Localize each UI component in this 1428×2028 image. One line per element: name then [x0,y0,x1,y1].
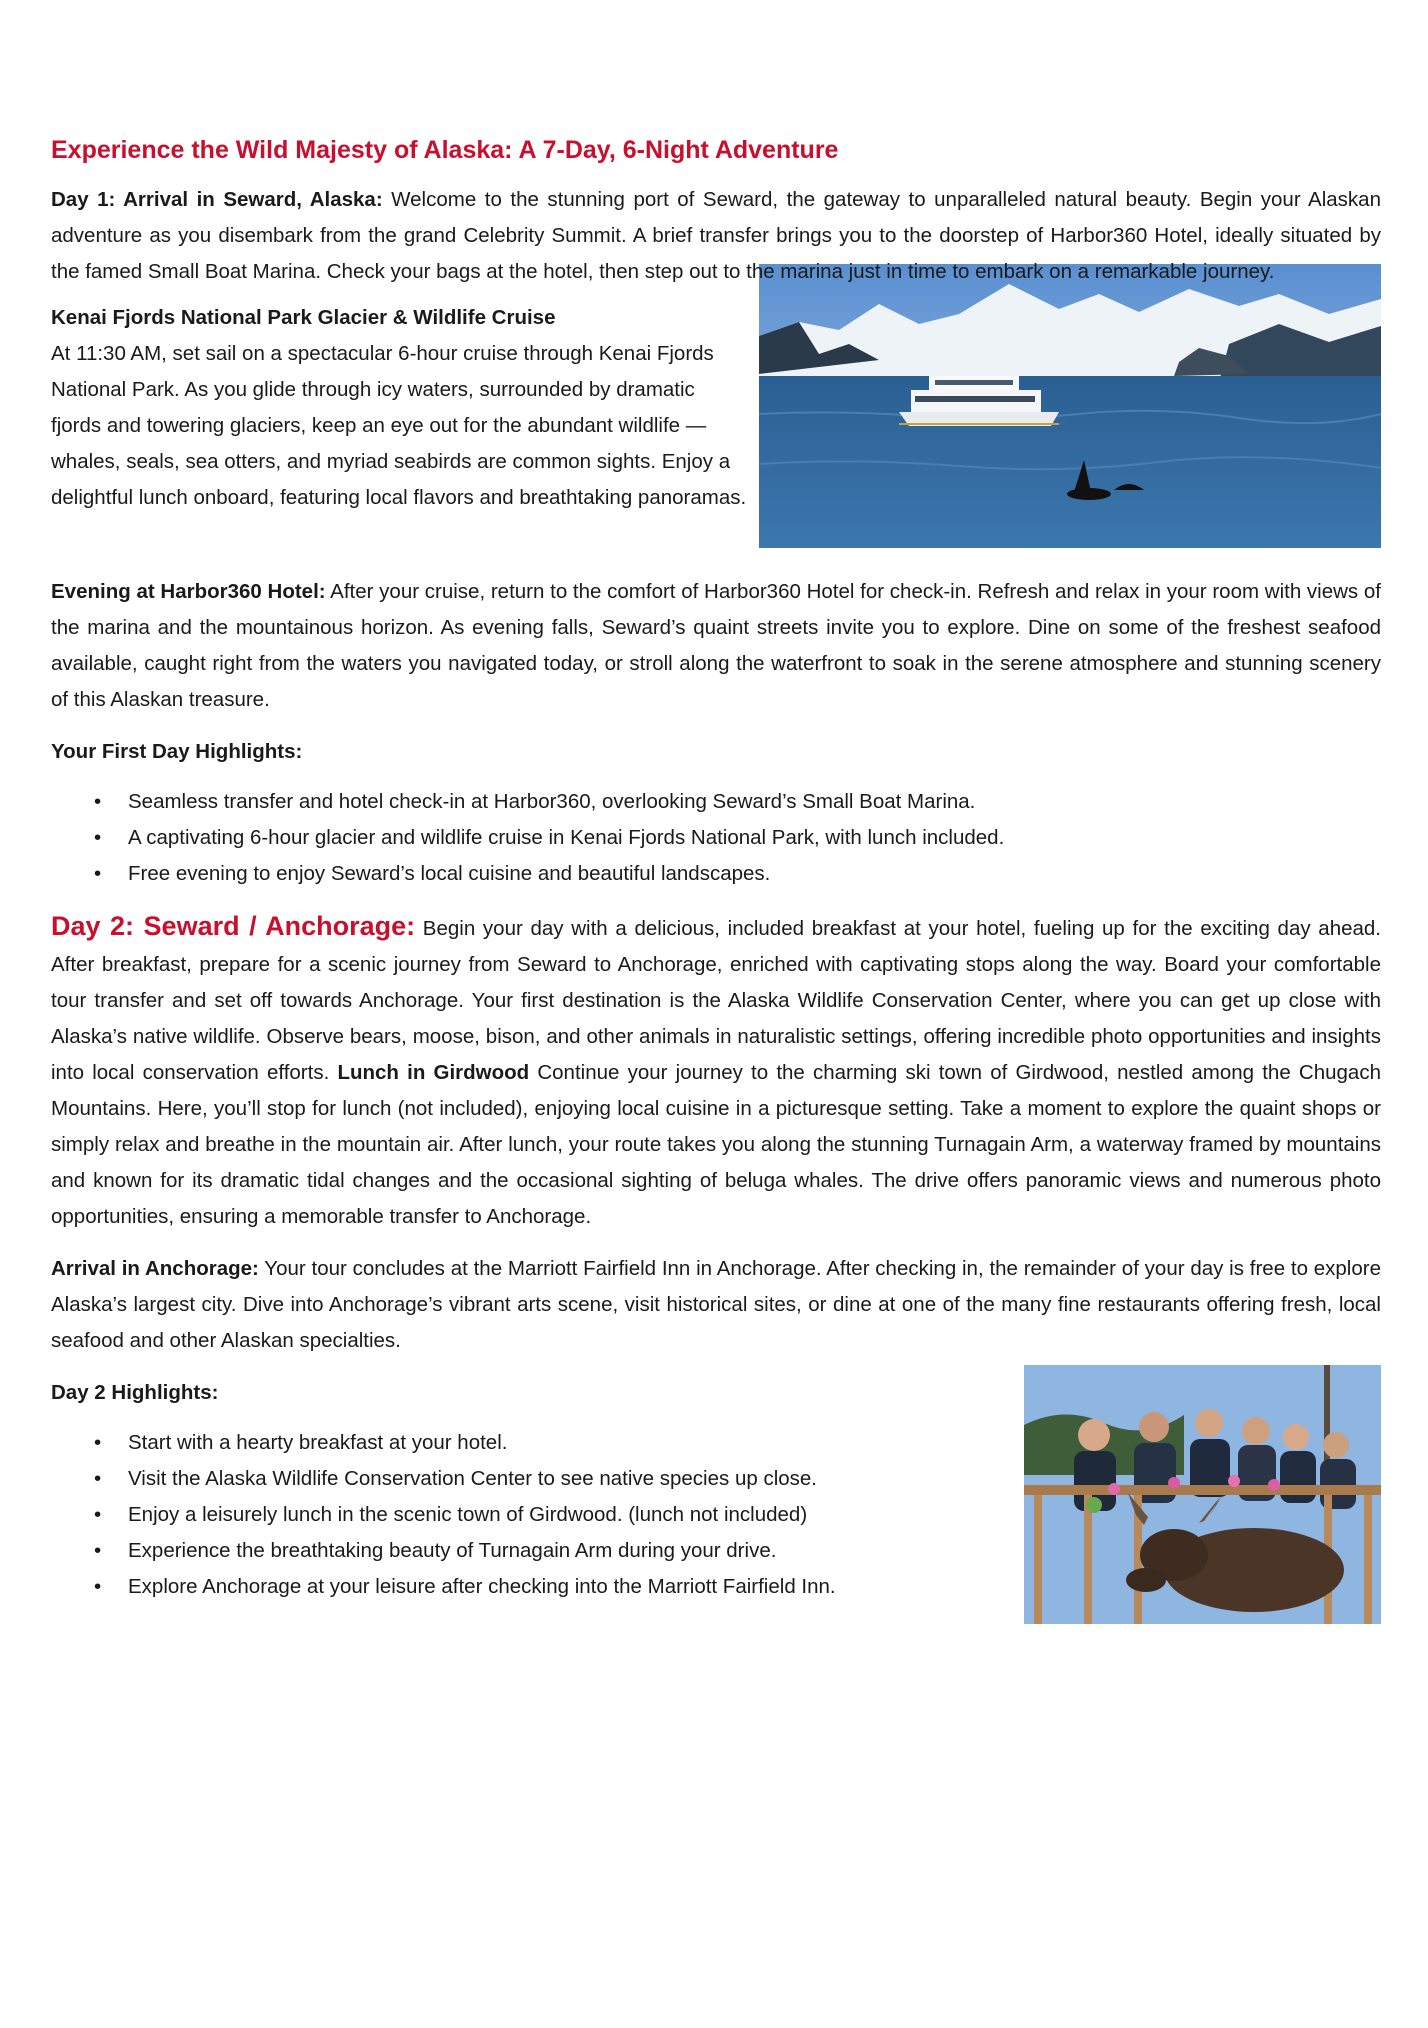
day1-intro-text: Welcome to the stunning port of Seward, the gateway to unparalleled natural beauty. Begin your Alaskan adventure as you disembark from the grand Celebrity Summit. A brief transfer brings you to the doorstep of Harbor360 Hotel, ideally situated by the famed Small Boat Marina. Check your bags at the hotel, then step out to the marina just in time to embark on a remarkable journey. [51,188,1381,283]
day2-lead: Day 2: Seward / Anchorage: [51,911,416,941]
cruise-section [51,300,1381,558]
list-item: • Free evening to enjoy Seward’s local cuisine and beautiful landscapes. [128,856,1381,892]
day1-evening [51,574,1381,718]
cruise-text: At 11:30 AM, set sail on a spectacular 6-hour cruise through Kenai Fjords National Park. As you glide through icy waters, surrounded by dramatic fjords and towering glaciers, keep an eye out for the abundant wildlife — whales, seals, sea otters, and myriad seabirds are common sights. Enjoy a delightful lunch onboard, featuring local flavors and breathtaking panoramas. [51,342,747,509]
list-item: • A captivating 6-hour glacier and wildlife cruise in Kenai Fjords National Park, with lunch included. [128,820,1381,856]
day2-highlights-heading: Day 2 Highlights: [51,1381,219,1404]
list-item: • Start with a hearty breakfast at your hotel. [128,1425,1381,1461]
day2-highlights-section [51,1375,1381,1634]
day1-intro-lead: Day 1: Arrival in Seward, Alaska: [51,188,383,211]
day1-evening-text: After your cruise, return to the comfort of Harbor360 Hotel for check-in. Refresh and relax in your room with views of the marina and the mountainous horizon. As evening falls, Seward’s quaint streets invite you to explore. Dine on some of the freshest seafood available, caught right from the waters you navigated today, or stroll along the waterfront to soak in the serene atmosphere and stunning scenery of this Alaskan treasure. [51,580,1381,711]
document-content [51,132,1381,1634]
day1-evening-lead: Evening at Harbor360 Hotel: [51,580,326,603]
list-item: • Experience the breathtaking beauty of Turnagain Arm during your drive. [128,1533,1381,1569]
day2-intro [51,908,1381,1235]
list-item: • Seamless transfer and hotel check-in at Harbor360, overlooking Seward’s Small Boat Marina. [128,784,1381,820]
day1-intro [51,182,1381,290]
day2-text-part2: Continue your journey to the charming ski town of Girdwood, nestled among the Chugach Mountains. Here, you’ll stop for lunch (not included), enjoying local cuisine in a picturesque setting. Take a moment to explore the quaint shops or simply relax and breathe in the mountain air. After lunch, your route takes you along the stunning Turnagain Arm, a waterway framed by mountains and known for its dramatic tidal changes and the occasional sighting of beluga whales. The drive offers panoramic views and numerous photo opportunities, ensuring a memorable transfer to Anchorage. [51,1061,1381,1228]
day2-highlights-list [51,1425,1381,1605]
cruise-photo-image [759,264,1381,548]
list-item: • Visit the Alaska Wildlife Conservation Center to see native species up close. [128,1461,1381,1497]
day1-highlights-heading: Your First Day Highlights: [51,740,303,763]
list-item: • Enjoy a leisurely lunch in the scenic town of Girdwood. (lunch not included) [128,1497,1381,1533]
cruise-photo [759,264,1381,548]
page-title: Experience the Wild Majesty of Alaska: A 7-Day, 6-Night Adventure [51,136,839,164]
cruise-heading: Kenai Fjords National Park Glacier & Wildlife Cruise [51,306,556,329]
day2-lunch-lead: Lunch in Girdwood [337,1061,530,1084]
list-item: • Explore Anchorage at your leisure after checking into the Marriott Fairfield Inn. [128,1569,1381,1605]
day1-highlights-list [51,784,1381,892]
day2-arrival-text: Your tour concludes at the Marriott Fairfield Inn in Anchorage. After checking in, the remainder of your day is free to explore Alaska’s largest city. Dive into Anchorage’s vibrant arts scene, visit historical sites, or dine at one of the many fine restaurants offering fresh, local seafood and other Alaskan specialties. [51,1257,1381,1352]
day2-arrival [51,1251,1381,1359]
day2-text-part1: Begin your day with a delicious, included breakfast at your hotel, fueling up for the exciting day ahead. After breakfast, prepare for a scenic journey from Seward to Anchorage, enriched with captivating stops along the way. Board your comfortable tour transfer and set off towards Anchorage. Your first destination is the Alaska Wildlife Conservation Center, where you can get up close with Alaska’s native wildlife. Observe bears, moose, bison, and other animals in naturalistic settings, offering incredible photo opportunities and insights into local conservation efforts. [51,917,1381,1084]
day2-arrival-lead: Arrival in Anchorage: [51,1257,259,1280]
